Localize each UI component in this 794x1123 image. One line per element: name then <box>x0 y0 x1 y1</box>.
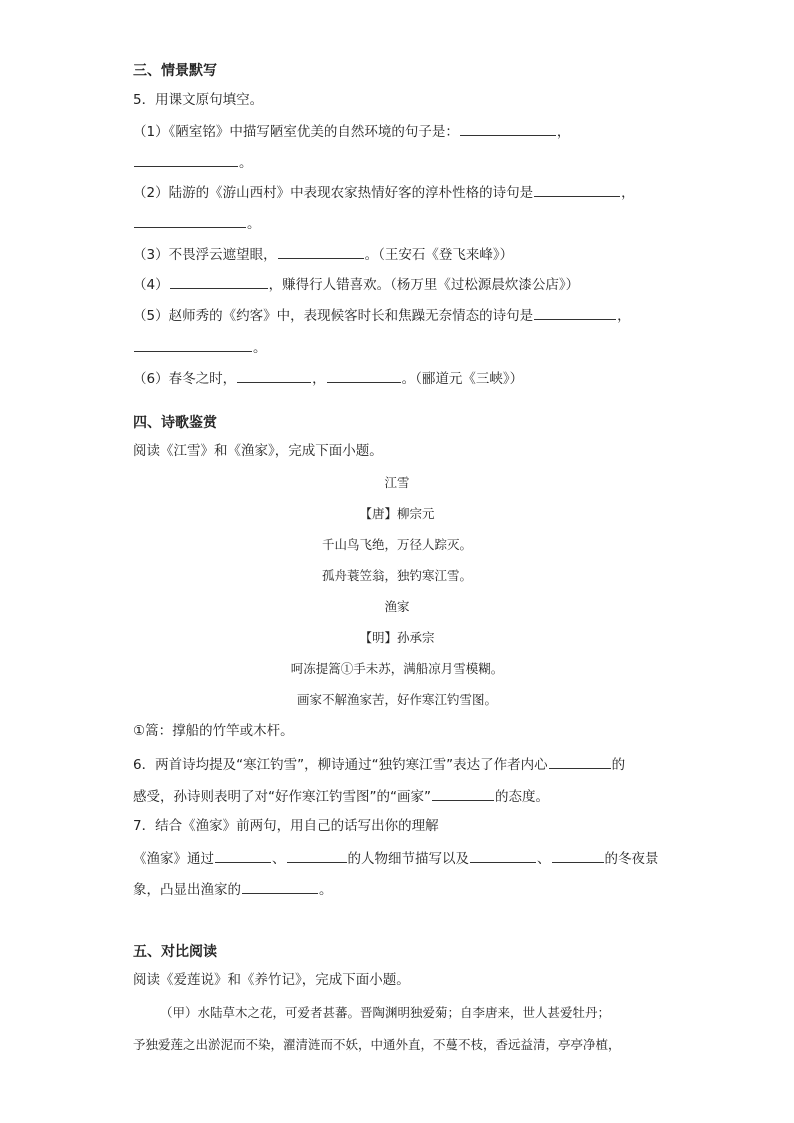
answer-blank[interactable] <box>470 848 536 863</box>
question-6: 6．两首诗均提及“寒江钓雪”，柳诗通过“独钓寒江雪”表达了作者内心 的 <box>133 754 625 774</box>
q5-item-6: （6）春冬之时， ， 。（郦道元《三峡》） <box>133 368 523 388</box>
answer-blank[interactable] <box>534 182 620 197</box>
q5-item-3: （3）不畏浮云遮望眼， 。（王安石《登飞来峰》） <box>133 244 513 264</box>
poem-2-line-2: 画家不解渔家苦，好作寒江钓雪图。 <box>296 692 497 707</box>
q5-item-1-cont: 。 <box>133 152 253 172</box>
q5-item-2: （2）陆游的《游山西村》中表现农家热情好客的淳朴性格的诗句是 ， <box>133 182 635 202</box>
passage-line-1: （甲）水陆草木之花，可爱者甚蕃。晋陶渊明独爱菊；自李唐来，世人甚爱牡丹； <box>160 1005 611 1020</box>
answer-blank[interactable] <box>287 848 347 863</box>
answer-blank[interactable] <box>242 879 318 894</box>
answer-blank[interactable] <box>134 337 252 352</box>
question-7: 7．结合《渔家》前两句，用自己的话写出你的理解 <box>133 818 439 834</box>
section-4-intro: 阅读《江雪》和《渔家》，完成下面小题。 <box>133 443 383 459</box>
passage-line-2: 予独爱莲之出淤泥而不染，濯清涟而不妖，中通外直，不蔓不枝，香远益清，亭亭净植， <box>133 1037 621 1052</box>
footnote: ①篙：撑船的竹竿或木杆。 <box>133 723 294 739</box>
section-5-title: 五、对比阅读 <box>133 944 217 960</box>
question-6-cont: 感受，孙诗则表明了对“好作寒江钓雪图”的“画家” 的态度。 <box>133 786 549 806</box>
answer-blank[interactable] <box>549 754 611 769</box>
answer-blank[interactable] <box>534 305 616 320</box>
answer-blank[interactable] <box>170 274 268 289</box>
q5-item-5: （5）赵师秀的《约客》中，表现候客时长和焦躁无奈情态的诗句是 ， <box>133 305 631 325</box>
answer-blank[interactable] <box>278 244 364 259</box>
section-5-intro: 阅读《爱莲说》和《养竹记》，完成下面小题。 <box>133 972 410 988</box>
question-7-answer: 《渔家》通过 、 的人物细节描写以及 、 的冬夜景 <box>133 848 659 868</box>
poem-2-line-1: 呵冻提篙①手未苏，满船凉月雪模糊。 <box>290 661 504 676</box>
answer-blank[interactable] <box>134 213 246 228</box>
poem-2-author: 【明】孙承宗 <box>359 630 435 645</box>
answer-blank[interactable] <box>460 121 556 136</box>
q5-item-4: （4） ，赚得行人错喜欢。（杨万里《过松源晨炊漆公店》） <box>133 274 579 294</box>
question-7-answer-cont: 象，凸显出渔家的 。 <box>133 879 333 899</box>
answer-blank[interactable] <box>237 368 311 383</box>
poem-2-title: 渔家 <box>384 599 410 614</box>
answer-blank[interactable] <box>432 786 494 801</box>
question-5: 5．用课文原句填空。 <box>133 92 264 108</box>
answer-blank[interactable] <box>327 368 401 383</box>
answer-blank[interactable] <box>215 848 271 863</box>
poem-1-line-1: 千山鸟飞绝，万径人踪灭。 <box>321 537 472 552</box>
section-3-title: 三、情景默写 <box>133 63 217 79</box>
answer-blank[interactable] <box>552 848 604 863</box>
poem-1-line-2: 孤舟蓑笠翁，独钓寒江雪。 <box>321 568 472 583</box>
answer-blank[interactable] <box>134 152 238 167</box>
poem-1-author: 【唐】柳宗元 <box>359 506 435 521</box>
q5-item-1: （1）《陋室铭》中描写陋室优美的自然环境的句子是： ， <box>133 121 570 141</box>
q5-item-2-cont: 。 <box>133 213 261 233</box>
section-4-title: 四、诗歌鉴赏 <box>133 415 217 431</box>
poem-1-title: 江雪 <box>384 475 410 490</box>
q5-item-5-cont: 。 <box>133 337 267 357</box>
